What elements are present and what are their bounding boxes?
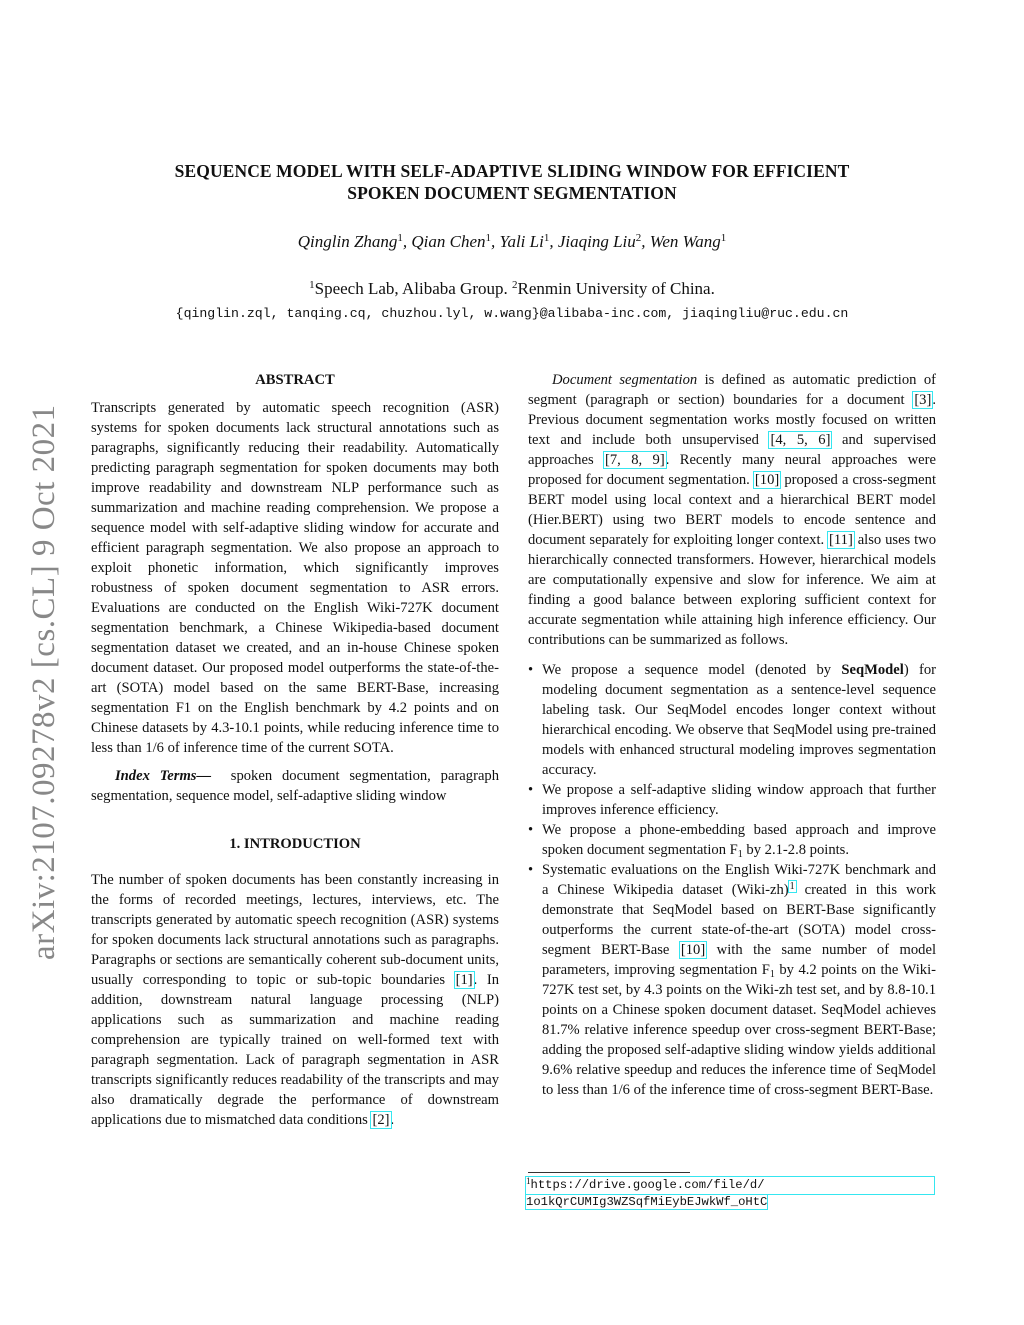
citation-link[interactable]: [11] — [829, 532, 853, 548]
intro-text: The number of spoken documents has been constantly increasing in the forms of recorded meetings, lectures, interviews, etc. The transcripts generated by automatic speech recognition (ASR) systems for spoken documents lack structural annotations such as paragraphs. Paragraphs or sections are semantically coherent sub-document units, usually corresponding to topic or sub-topic boundaries — [91, 872, 499, 988]
body-text: We propose a phone-embedding based approach and improve spoken document segmentation F — [542, 822, 936, 858]
list-item: • We propose a self-adaptive sliding window approach that further improves inference efficiency. — [528, 780, 936, 820]
body-text: . Previous document segmentation works mostly focused on written text and include both unsupervised — [528, 392, 936, 448]
intro-paragraph — [91, 870, 499, 1130]
footnote-line — [526, 1194, 938, 1211]
footnote-line — [526, 1177, 938, 1194]
footnote-url-part2[interactable]: 1o1kQrCUMIg3WZSqfMiEybEJwkWf_oHtC — [526, 1195, 768, 1209]
title-line-1: SEQUENCE MODEL WITH SELF-ADAPTIVE SLIDING WINDOW FOR EFFICIENT — [174, 161, 850, 181]
footnote-url-link[interactable] — [526, 1177, 934, 1194]
body-text: Systematic evaluations on the English Wiki-727K benchmark and a Chinese Wikipedia dataset (Wiki-zh) — [542, 862, 936, 898]
author-list: Qinglin Zhang$^1$, Qian Chen$^1$, Yali Li$^1$, Jiaqing Liu$^2$, Wen Wang$^1$ — [297, 232, 727, 251]
footnote — [526, 1177, 938, 1211]
author-name: Wen Wang — [649, 232, 721, 251]
author-affil: 1 — [543, 232, 550, 244]
citation-link[interactable]: [10] — [754, 472, 780, 488]
author-affil: 1 — [397, 232, 403, 244]
index-terms — [91, 766, 499, 806]
affiliations — [80, 278, 944, 300]
affiliation-2: Renmin University of China. — [517, 279, 715, 298]
body-text: . Recently many neural approaches were proposed for document segmentation. — [528, 452, 936, 488]
citation-link[interactable]: [2] — [372, 1112, 390, 1128]
citation-link[interactable]: [7, 8, 9] — [605, 452, 665, 468]
subscript: 1 — [737, 849, 743, 860]
intro-text: . — [390, 1112, 395, 1128]
footnote-link[interactable]: 1 — [789, 881, 795, 892]
intro-text: . In addition, downstream natural language processing (NLP) applications such as summarization and machine reading comprehension are typically trained on well-formed text with paragraph segmentation. Lack of paragraph segmentation in ASR transcripts significantly reduces readability of the transcripts and may also dramatically degrade the performance of downstream applications due to mismatched data conditions — [91, 972, 499, 1128]
index-terms-text: spoken document segmentation, paragraph segmentation, sequence model, self-adaptive sliding window — [91, 768, 500, 804]
author-name: Qinglin Zhang — [297, 232, 398, 251]
author-affil: 2 — [635, 232, 642, 244]
title-line-2: SPOKEN DOCUMENT SEGMENTATION — [347, 183, 677, 203]
body-text: with the same number of model parameters, improving segmentation F — [542, 942, 936, 978]
affil-number: 1 — [309, 279, 315, 291]
citation-link[interactable]: [3] — [914, 392, 932, 408]
arxiv-stamp: arXiv:2107.09278v2 [cs.CL] 9 Oct 2021 — [26, 404, 62, 960]
subscript: 1 — [769, 969, 775, 980]
footnote-number: 1 — [526, 1176, 531, 1186]
author-name: Yali Li — [499, 232, 544, 251]
citation-link[interactable]: [1] — [455, 972, 473, 988]
list-item — [528, 820, 936, 860]
body-text: proposed a cross-segment BERT model using local context and a hierarchical BERT model (Hier.BERT) using two BERT models to encode sentence and document separately for exploiting longer context. — [528, 472, 936, 548]
footnote-url-part1: https://drive.google.com/file/d/ — [530, 1178, 765, 1192]
author-affil: 1 — [485, 232, 492, 244]
body-text: created in this work demonstrate that SeqModel based on BERT-Base significantly outperforms the current state-of-the-art (SOTA) model cross-segment BERT-Base — [542, 882, 936, 958]
footnote-rule — [528, 1172, 690, 1173]
affil-number: 2 — [511, 279, 518, 291]
body-text: by 4.2 points on the Wiki-727K test set, by 4.3 points on the Wiki-zh test set, and by 8.8-10.1 points on a Chinese spoken document dataset. SeqModel achieves 81.7% relative inference speedup over cross-segment BERT-Base; adding the proposed self-adaptive sliding window yields additional 9.6% relative speedup and reduces the inference time of SeqModel to less than 1/6 of the inference time of cross-segment BERT-Base. — [542, 962, 936, 1098]
intro-heading: 1. INTRODUCTION — [229, 836, 361, 852]
author-emails: {qinglin.zql, tanqing.cq, chuzhou.lyl, w.wang}@alibaba-inc.com, jiaqingliu@ruc.edu.cn — [175, 306, 849, 321]
right-column — [528, 370, 936, 1100]
body-text: is defined as automatic prediction of segment (paragraph or section) boundaries for a document — [528, 372, 936, 408]
contribution-list — [528, 660, 936, 1100]
doc-seg-term: Document segmentation — [552, 372, 698, 388]
affiliation-1: Speech Lab, Alibaba Group. — [314, 279, 508, 298]
list-item — [528, 660, 936, 780]
author-affil: 1 — [720, 232, 727, 244]
abstract-heading: ABSTRACT — [255, 372, 335, 388]
body-text: by 2.1-2.8 points. — [742, 842, 849, 858]
list-item — [528, 860, 936, 1100]
body-text: ) for modeling document segmentation as a sentence-level sequence labeling task. Our SeqModel encodes longer context without hierarchical encoding. We observe that SeqModel using pre-trained models with enhanced structural modeling improves segmentation accuracy. — [542, 662, 936, 778]
abstract-text: Transcripts generated by automatic speech recognition (ASR) systems for spoken documents lack structural annotations such as paragraphs, significantly reducing their readability. Automatically predicting paragraph segmentation for spoken documents may both improve readability and downstream NLP performance such as summarization and machine reading comprehension. We propose a sequence model with self-adaptive sliding window for accurate and efficient paragraph segmentation. We also propose an approach to exploit phonetic information, which significantly improves robustness of spoken document segmentation to ASR errors. Evaluations are conducted on the English Wiki-727K document segmentation benchmark, a Chinese Wikipedia-based document segmentation dataset we created, and an in-house Chinese spoken document dataset. Our proposed model outperforms the state-of-the-art (SOTA) model based on the same BERT-Base, increasing segmentation F1 on the English benchmark by 4.2 points and on Chinese datasets by 4.3-10.1 points, while reducing inference time to less than 1/6 of inference time of the current SOTA. — [91, 400, 499, 756]
left-column — [91, 370, 499, 1130]
body-text: and supervised approaches — [528, 432, 936, 468]
paper-title — [80, 160, 944, 204]
author-name: Qian Chen — [411, 232, 486, 251]
body-text: We propose a sequence model (denoted by — [542, 662, 842, 678]
body-text: also uses two hierarchically connected transformers. However, hierarchical models are computationally expensive and slow for inference. We aim at finding a good balance between exploring sufficient context for accurate segmentation while attaining high inference efficiency. Our contributions can be summarized as follows. — [528, 532, 936, 648]
author-name: Jiaqing Liu — [557, 232, 636, 251]
index-terms-label: Index Terms— — [115, 768, 212, 784]
citation-link[interactable]: [10] — [680, 942, 706, 958]
seqmodel-term: SeqModel — [841, 662, 904, 678]
citation-link[interactable]: [4, 5, 6] — [770, 432, 831, 448]
doc-seg-paragraph — [528, 370, 936, 650]
